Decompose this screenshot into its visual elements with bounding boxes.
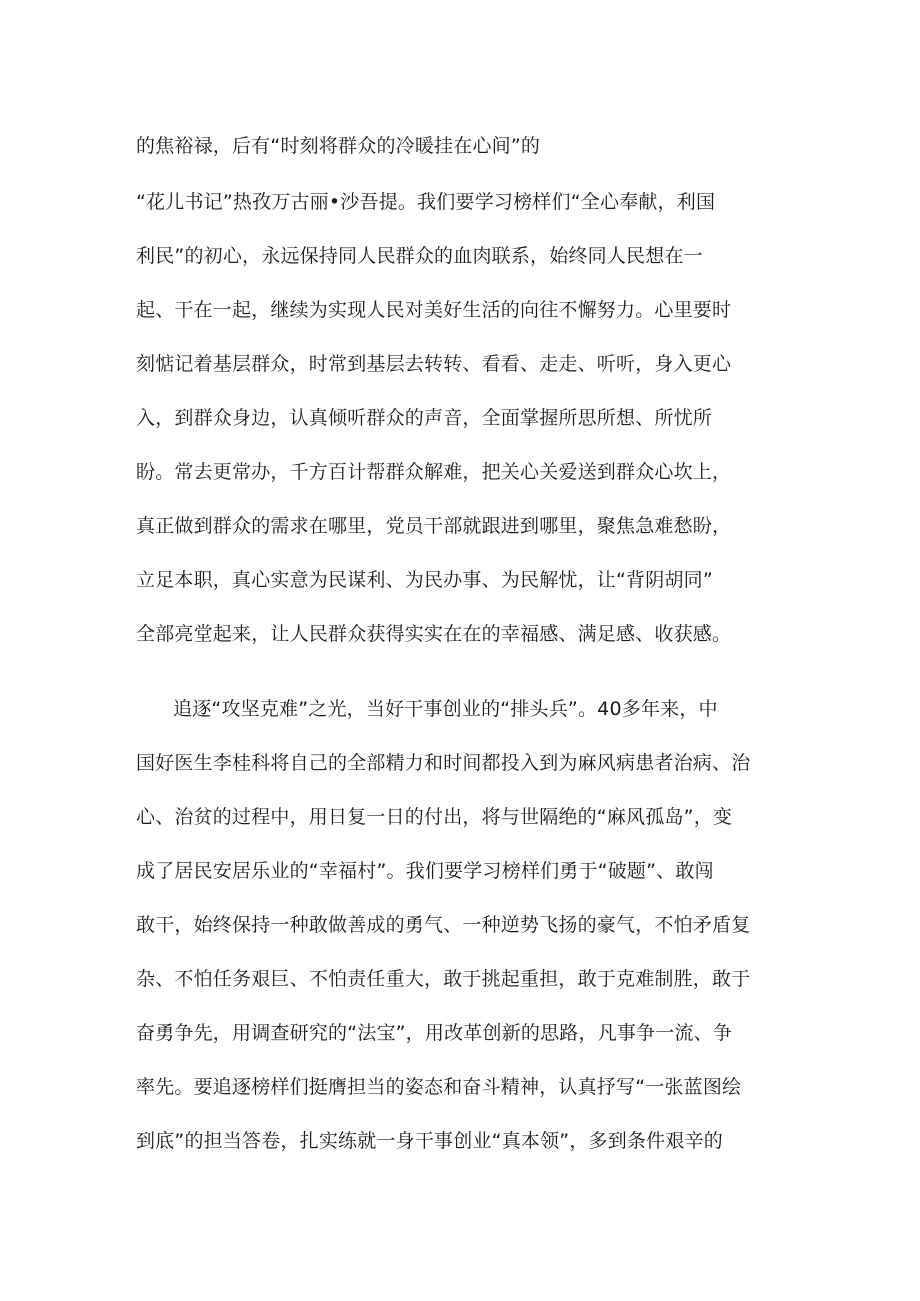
paragraph-2-line-5: 敢干，始终保持一种敢做善成的勇气、一种逆势飞扬的豪气，不怕矛盾复	[136, 914, 751, 936]
paragraph-1-line-8: 真正做到群众的需求在哪里，党员干部就跟进到哪里，聚焦急难愁盼，	[136, 515, 732, 537]
paragraph-2-line-8: 率先。要追逐榜样们挺膺担当的姿态和奋斗精神，认真抒写“一张蓝图绘	[136, 1076, 742, 1098]
paragraph-1-line-2: “花儿书记”热孜万古丽•沙吾提。我们要学习榜样们“全心奉献，利国	[136, 191, 716, 213]
paragraph-1-line-3: 利民”的初心，永远保持同人民群众的血肉联系，始终同人民想在一	[136, 245, 703, 267]
paragraph-2-line-4: 成了居民安居乐业的“幸福村”。我们要学习榜样们勇于“破题”、敢闯	[136, 860, 714, 882]
paragraph-1-line-10: 全部亮堂起来，让人民群众获得实实在在的幸福感、满足感、收获感。	[136, 623, 732, 645]
paragraph-1-line-1: 的焦裕禄，后有“时刻将群众的冷暖挂在心间”的	[136, 135, 541, 157]
paragraph-1-line-6: 入，到群众身边，认真倾听群众的声音，全面掌握所思所想、所忧所	[136, 407, 713, 429]
paragraph-2-line-9: 到底”的担当答卷，扎实练就一身干事创业“真本领”，多到条件艰辛的	[136, 1130, 723, 1152]
paragraph-2-line-1: 追逐“攻坚克难”之光，当好干事创业的“排头兵”。40多年来，中	[173, 698, 718, 720]
paragraph-2-line-6: 杂、不怕任务艰巨、不怕责任重大，敢于挑起重担，敢于克难制胜，敢于	[136, 968, 751, 990]
paragraph-1-line-4: 起、干在一起，继续为实现人民对美好生活的向往不懈努力。心里要时	[136, 299, 732, 321]
paragraph-1-line-9: 立足本职，真心实意为民谋利、为民办事、为民解忧，让“背阴胡同”	[136, 569, 713, 591]
paragraph-2-line-3: 心、治贫的过程中，用日复一日的付出，将与世隔绝的“麻风孤岛”，变	[136, 806, 733, 828]
paragraph-2-line-2: 国好医生李桂科将自己的全部精力和时间都投入到为麻风病患者治病、治	[136, 752, 751, 774]
paragraph-1-line-5: 刻惦记着基层群众，时常到基层去转转、看看、走走、听听，身入更心	[136, 353, 732, 375]
paragraph-2-line-7: 奋勇争先，用调查研究的“法宝”，用改革创新的思路，凡事争一流、争	[136, 1022, 733, 1044]
paragraph-1-line-7: 盼。常去更常办，千方百计帮群众解难，把关心关爱送到群众心坎上，	[136, 461, 732, 483]
